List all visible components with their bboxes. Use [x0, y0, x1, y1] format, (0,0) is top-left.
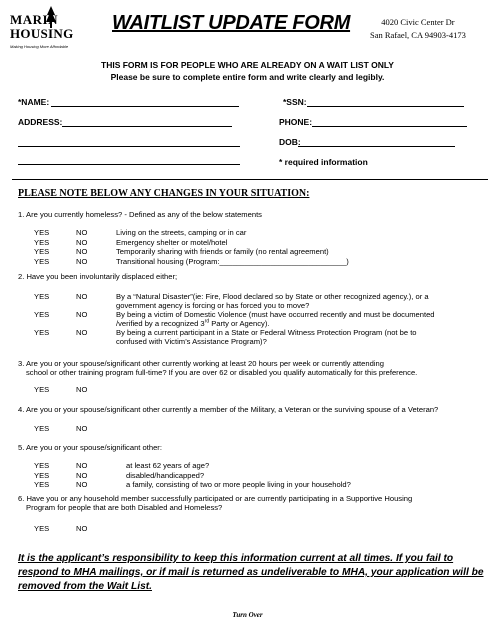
logo-marin: MARIN [10, 12, 58, 27]
yes-option[interactable]: YES [34, 385, 50, 394]
responsibility-notice: It is the applicant’s responsibility to keep this information current at all times. If you fail to respond to MHA mailings, or if mail is returned as undeliverable to MHA, your application will be removed from the Wait List. [18, 553, 484, 592]
phone-label: PHONE: [279, 117, 313, 127]
option-row [34, 247, 474, 257]
no-option[interactable]: NO [76, 228, 88, 237]
option-label: at least 62 years of age? [126, 461, 210, 470]
option-row [34, 480, 474, 490]
question-4: 4. Are you or your spouse/significant other currently a member of the Military, a Veteran or the surviving spouse of a Veteran? [18, 405, 439, 414]
logo-tagline: Making Housing More Affordable [10, 44, 69, 49]
address-line-3-field[interactable] [18, 164, 240, 165]
ordinal-suffix: rd [204, 318, 210, 325]
logo-housing: HOUSING [10, 26, 74, 41]
ssn-field[interactable] [307, 106, 464, 107]
option-label: By being a victim of Domestic Violence (must have occurred recently and must be documented [116, 310, 435, 319]
no-option[interactable]: NO [76, 461, 88, 470]
yes-option[interactable]: YES [34, 247, 50, 256]
divider [12, 179, 488, 180]
option-row [34, 238, 474, 248]
option-label: By being a current participant in a State or Federal Witness Protection Program (not be to [116, 328, 417, 337]
no-option[interactable]: NO [76, 310, 88, 319]
no-option[interactable]: NO [76, 524, 88, 533]
marin-housing-logo [10, 6, 92, 52]
no-option[interactable]: NO [76, 385, 88, 394]
office-address [370, 16, 466, 42]
question-3: 3. Are you or your spouse/significant other currently working at least 20 hours per week or currently attending [18, 359, 384, 368]
required-note: * required information [279, 157, 368, 167]
yes-option[interactable]: YES [34, 480, 50, 489]
form-title: WAITLIST UPDATE FORM [112, 12, 351, 34]
option-row [34, 328, 484, 346]
name-label: *NAME: [18, 97, 50, 107]
address-line-2-field[interactable] [18, 146, 240, 147]
address-line-2: San Rafael, CA 94903-4173 [370, 30, 466, 40]
yes-option[interactable]: YES [34, 310, 50, 319]
option-label: disabled/handicapped? [126, 470, 205, 480]
name-field[interactable] [51, 106, 239, 107]
turn-over-note: Turn Over [232, 611, 263, 619]
phone-field[interactable] [312, 126, 467, 127]
option-label-cont: confused with Victim’s Assistance Program)? [116, 337, 267, 346]
address-label: ADDRESS: [18, 117, 63, 127]
no-option[interactable]: NO [76, 424, 88, 433]
address-field[interactable] [62, 126, 232, 127]
no-option[interactable]: NO [76, 292, 88, 301]
no-option[interactable]: NO [76, 256, 88, 266]
option-label: Emergency shelter or motel/hotel [116, 237, 228, 247]
yes-option[interactable]: YES [34, 470, 50, 480]
no-option[interactable]: NO [76, 328, 88, 337]
dob-field[interactable] [298, 146, 455, 147]
yes-option[interactable]: YES [34, 228, 50, 237]
option-label: Transitional housing (Program:______________________________) [116, 256, 349, 266]
question-1-options [34, 228, 474, 266]
label-part: Party or Agency). [209, 319, 270, 328]
option-label-cont: government agency is forcing or has forced you to move? [116, 301, 310, 310]
option-label: a family, consisting of two or more people living in your household? [126, 480, 351, 489]
option-row [34, 461, 474, 471]
option-row [34, 310, 484, 328]
no-option[interactable]: NO [76, 480, 88, 489]
no-option[interactable]: NO [76, 470, 88, 480]
notice-line-1: THIS FORM IS FOR PEOPLE WHO ARE ALREADY ON A WAIT LIST ONLY [101, 60, 394, 70]
question-2: 2. Have you been involuntarily displaced either; [18, 272, 178, 281]
no-option[interactable]: NO [76, 247, 88, 256]
option-label-cont [116, 319, 269, 328]
address-line-1: 4020 Civic Center Dr [381, 17, 455, 27]
question-6-cont: Program for people that are both Disabled and Homeless? [26, 503, 223, 512]
label-part: /verified by a recognized 3 [116, 319, 205, 328]
option-row [34, 228, 474, 238]
option-row [34, 292, 484, 310]
question-3-cont: school or other training program full-time? If you are over 62 or disabled you qualify automatically for this preference. [26, 368, 418, 377]
yes-option[interactable]: YES [34, 237, 50, 247]
notice-line-2: Please be sure to complete entire form and write clearly and legibly. [110, 72, 385, 82]
option-row [34, 471, 474, 481]
yes-option[interactable]: YES [34, 328, 50, 337]
yes-option[interactable]: YES [34, 524, 50, 533]
yes-option[interactable]: YES [34, 461, 50, 470]
question-5-options [34, 461, 474, 490]
yes-option[interactable]: YES [34, 292, 50, 301]
question-1: 1. Are you currently homeless? - Defined as any of the below statements [18, 210, 262, 219]
question-2-options [34, 292, 484, 346]
yes-option[interactable]: YES [34, 256, 50, 266]
no-option[interactable]: NO [76, 237, 88, 247]
option-label: Living on the streets, camping or in car [116, 228, 247, 237]
yes-option[interactable]: YES [34, 424, 50, 433]
option-label: Temporarily sharing with friends or family (no rental agreement) [116, 247, 329, 256]
dob-label: DOB: [279, 137, 301, 147]
section-title: PLEASE NOTE BELOW ANY CHANGES IN YOUR SITUATION: [18, 188, 310, 199]
ssn-label: *SSN: [283, 97, 307, 107]
option-row [34, 257, 474, 267]
option-label: By a “Natural Disaster”(ie: Fire, Flood declared so by State or other recognized agency.), or a [116, 292, 429, 301]
question-5: 5. Are you or your spouse/significant other: [18, 443, 162, 452]
question-6: 6. Have you or any household member successfully participated or are currently participating in a Supportive Housing [18, 494, 413, 503]
